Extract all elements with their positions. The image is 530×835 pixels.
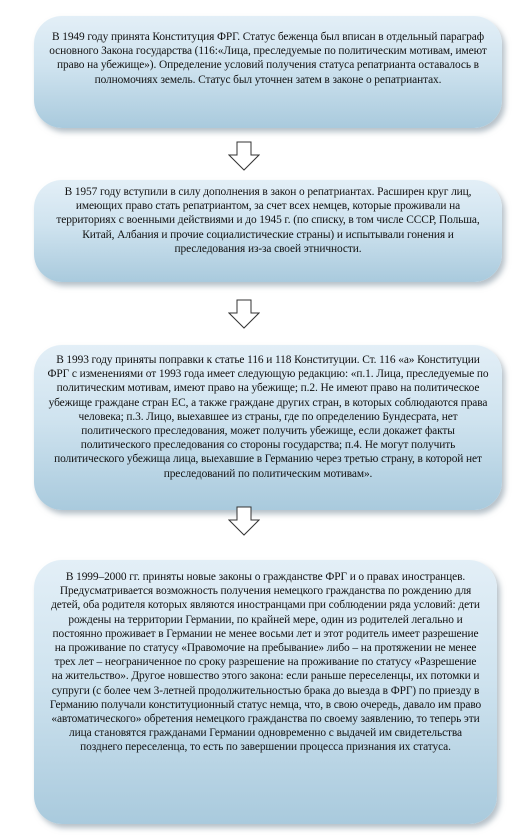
down-arrow-icon bbox=[228, 299, 260, 329]
step-text-1993: В 1993 году приняты поправки к статье 116 и 118 Конституции. Ст. 116 «а» Конституции ФРГ с изменениями от 1993 года имеет следующую редакцию: «п.1. Лица, преследуемые по политическим мотивам, имеют право на убежище; п.2. Не имеют право на политическое убежище граждане стран ЕС, а также граждане других стран, в которых соблюдаются права человека; п.3. Лицо, выехавшее из страны, где по определению Бундесрата, нет политического преследования, может получить убежище, если докажет факты политического преследования со стороны государства; п.4. Не могут получить политического убежища лица, выехавшие в Германию через третью страну, в которой нет преследований по политическим мотивам». bbox=[47, 354, 489, 480]
step-box-1949 bbox=[34, 16, 502, 128]
down-arrow-icon bbox=[228, 506, 260, 536]
down-arrow-icon bbox=[228, 141, 260, 171]
step-box-1993 bbox=[34, 345, 502, 510]
step-text-1949: В 1949 году принята Конституция ФРГ. Статус беженца был вписан в отдельный параграф основного Закона государства (116:«Лица, преследуемые по политическим мотивам, имеют право на убежище»). Определение условий получения статуса репатрианта оставалось в полномочиях земель. Статус был уточнен затем в законе о репатриантах. bbox=[49, 31, 487, 86]
step-box-1999-2000 bbox=[34, 560, 497, 824]
step-box-1957 bbox=[34, 180, 502, 282]
step-text-1999-2000: В 1999–2000 гг. приняты новые законы о гражданстве ФРГ и о правах иностранцев. Предусматривается возможность получения немецкого гражданства по рождению для детей, оба родителя которых являются иностранцами при соблюдении ряда условий: дети рождены на территории Германии, по крайней мере, один из родителей легально и постоянно проживает в Германии не менее восьми лет и этот родитель имеет разрешение на проживание по статусу «Правомочие на пребывание» либо – на протяжении не менее трех лет – неограниченное по сроку разрешение на проживание по статусу «Разрешение на жительство». Другое новшество этого закона: если раньше переселенцы, их потомки и супруги (с более чем 3-летней продолжительностью брака до выезда в ФРГ) по приезду в Германию получали конституционный статус немца, что, в свою очередь, давало им право «автоматического» обретения немецкого гражданства по своему заявлению, то теперь эти лица становятся гражданами Германии одновременно с выдачей им свидетельства позднего переселенца, то есть по завершении процесса признания их статуса. bbox=[49, 571, 482, 754]
step-text-1957: В 1957 году вступили в силу дополнения в закон о репатриантах. Расширен круг лиц, имеющих право стать репатриантом, за счет всех немцев, которые проживали на территориях с военными действиями и до 1945 г. (по списку, в том числе СССР, Польша, Китай, Албания и прочие социалистические страны) и испытывали гонения и преследования из-за своей этничности. bbox=[56, 186, 480, 255]
